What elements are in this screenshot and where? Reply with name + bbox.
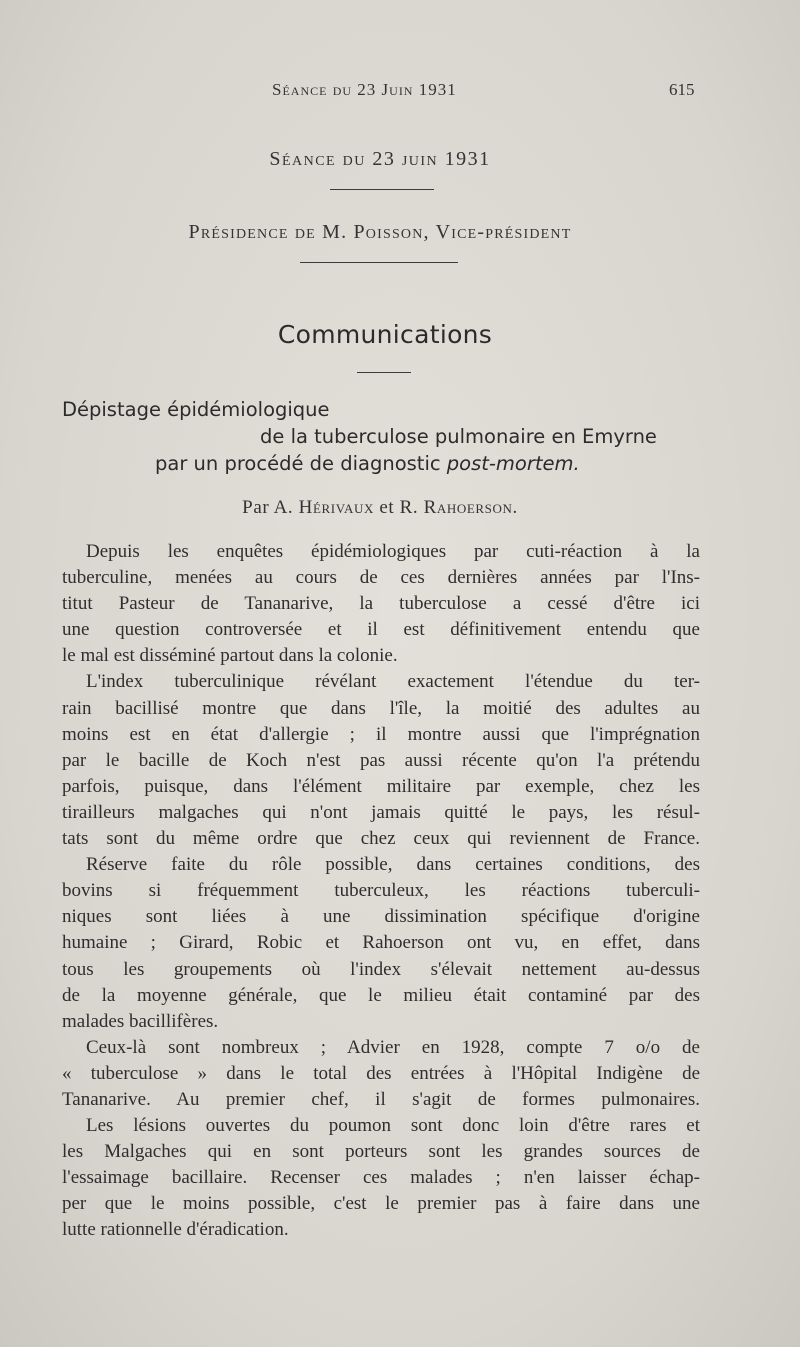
- body-line: tuberculine, menées au cours de ces dernières années par l'Ins-: [62, 567, 700, 589]
- body-line: parfois, puisque, dans l'élément militaire par exemple, chez les: [62, 775, 700, 797]
- running-head: [0, 80, 800, 104]
- body-line: humaine ; Girard, Robic et Rahoerson ont vu, en effet, dans: [62, 932, 700, 954]
- article-title-italic: post-mortem.: [446, 452, 580, 475]
- body-line: L'index tuberculinique révélant exactement l'étendue du ter-: [86, 671, 700, 693]
- article-body: [62, 539, 700, 1244]
- author-2: Rahoerson.: [423, 497, 518, 518]
- body-line: lutte rationnelle d'éradication.: [62, 1219, 289, 1241]
- body-line: Les lésions ouvertes du poumon sont donc loin d'être rares et: [86, 1115, 700, 1137]
- byline: [0, 497, 760, 519]
- body-line: le mal est disséminé partout dans la colonie.: [62, 645, 398, 667]
- divider: [357, 372, 411, 373]
- body-line: per que le moins possible, c'est le premier pas à faire dans une: [62, 1193, 700, 1215]
- divider: [300, 262, 458, 263]
- article-title-line-1: Dépistage épidémiologique: [62, 398, 330, 421]
- body-line: tirailleurs malgaches qui n'ont jamais quitté le pays, les résul-: [62, 801, 700, 823]
- presidency-line: Présidence de M. Poisson, Vice-président: [188, 221, 572, 243]
- body-line: malades bacillifères.: [62, 1010, 219, 1032]
- body-line: les Malgaches qui en sont porteurs sont les grandes sources de: [62, 1141, 700, 1163]
- body-line: tous les groupements où l'index s'élevait nettement au-dessus: [62, 958, 700, 980]
- body-line: tats sont du même ordre que chez ceux qui reviennent de France.: [62, 828, 700, 850]
- article-title-line-3: [155, 452, 580, 475]
- body-line: bovins si fréquemment tuberculeux, les réactions tuberculi-: [62, 880, 700, 902]
- body-line: Depuis les enquêtes épidémiologiques par cuti-réaction à la: [86, 541, 700, 562]
- article-title-line-2: de la tuberculose pulmonaire en Emyrne: [260, 425, 657, 448]
- body-line: une question controversée et il est définitivement entendu que: [62, 619, 700, 641]
- byline-prefix: Par A.: [242, 497, 294, 518]
- body-line: titut Pasteur de Tananarive, la tuberculose a cessé d'être ici: [62, 593, 700, 615]
- article-title-line-3-text: par un procédé de diagnostic: [155, 452, 441, 475]
- running-head-title: Séance du 23 Juin 1931: [272, 80, 457, 99]
- body-line: de la moyenne générale, que le milieu était contaminé par des: [62, 984, 700, 1006]
- body-line: par le bacille de Koch n'est pas aussi récente qu'on l'a prétendu: [62, 749, 700, 771]
- body-line: Réserve faite du rôle possible, dans certaines conditions, des: [86, 854, 700, 876]
- author-1: Hérivaux: [298, 497, 374, 518]
- session-title: Séance du 23 juin 1931: [269, 148, 491, 170]
- byline-join: et R.: [379, 497, 419, 518]
- body-line: moins est en état d'allergie ; il montre aussi que l'imprégnation: [62, 723, 700, 745]
- body-line: « tuberculose » dans le total des entrées à l'Hôpital Indigène de: [62, 1062, 700, 1084]
- body-line: l'essaimage bacillaire. Recenser ces malades ; n'en laisser échap-: [62, 1167, 700, 1189]
- body-line: rain bacillisé montre que dans l'île, la moitié des adultes au: [62, 697, 700, 719]
- section-title: Communications: [277, 320, 493, 349]
- body-line: Tananarive. Au premier chef, il s'agit de formes pulmonaires.: [62, 1088, 700, 1110]
- body-line: niques sont liées à une dissimination spécifique d'origine: [62, 906, 700, 928]
- page-number: 615: [669, 80, 695, 99]
- divider: [330, 189, 434, 190]
- body-line: Ceux-là sont nombreux ; Advier en 1928, compte 7 o/o de: [86, 1036, 700, 1058]
